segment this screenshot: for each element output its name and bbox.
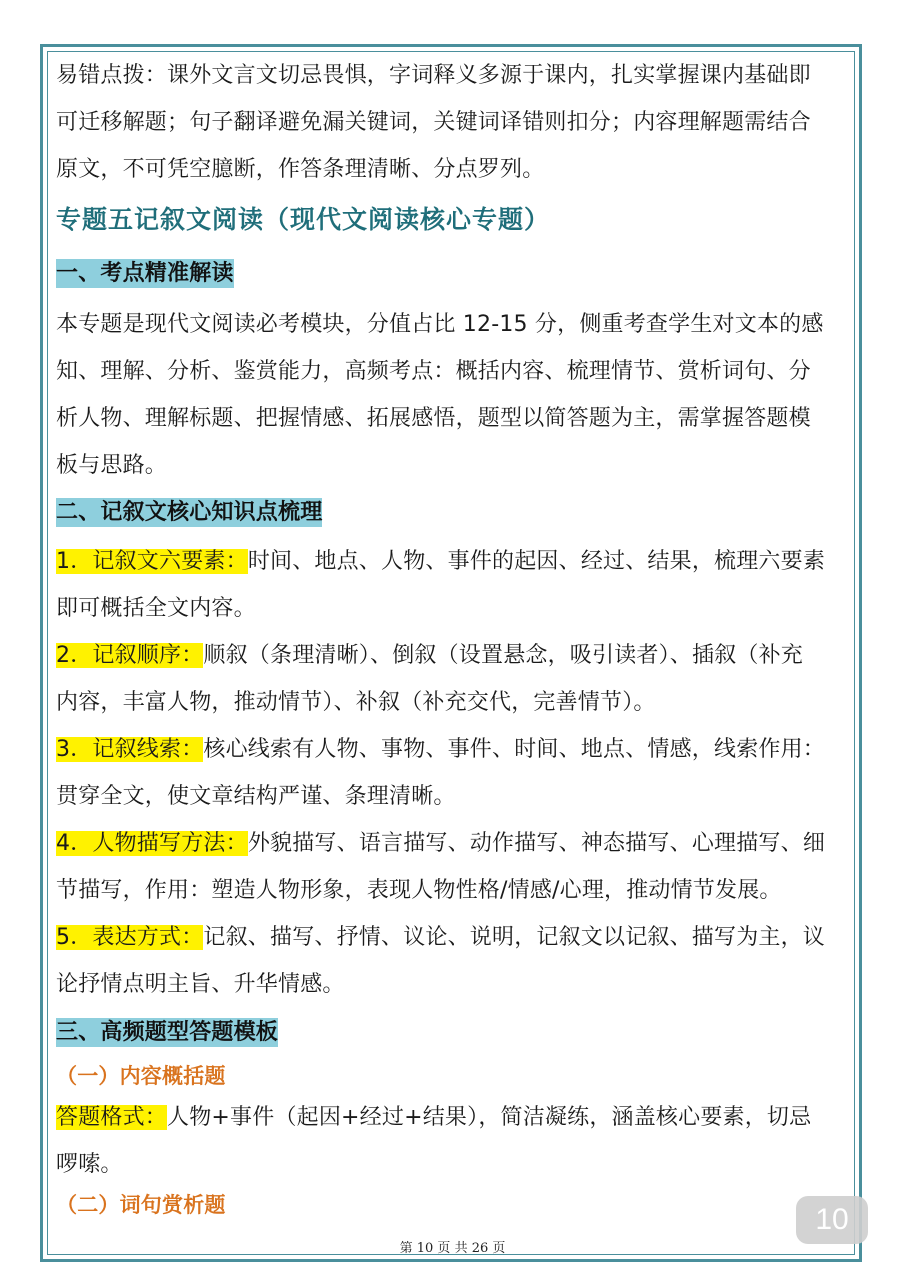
knowledge-item-2-cont: 内容，丰富人物，推动情节）、补叙（补充交代，完善情节）。	[56, 690, 656, 715]
tip-line-1: 易错点拨：课外文言文切忌畏惧，字词释义多源于课内，扎实掌握课内基础即	[56, 63, 811, 88]
para-line-4: 板与思路。	[56, 453, 168, 478]
knowledge-label-2: 2．记叙顺序：	[56, 643, 204, 668]
topic-title: 专题五记叙文阅读（现代文阅读核心专题）	[56, 205, 551, 234]
knowledge-item-2: 2．记叙顺序：顺叙（条理清晰）、倒叙（设置悬念，吸引读者）、插叙（补充	[56, 643, 804, 668]
knowledge-label-1: 1．记叙文六要素：	[56, 549, 248, 574]
page-footer: 第 10 页 共 26 页	[399, 1241, 506, 1256]
knowledge-item-4-cont: 节描写，作用：塑造人物形象，表现人物性格/情感/心理，推动情节发展。	[56, 878, 782, 903]
para-line-2: 知、理解、分析、鉴赏能力，高频考点：概括内容、梳理情节、赏析词句、分	[56, 359, 811, 384]
answer-format: 答题格式：人物+事件（起因+经过+结果），简洁凝练，涵盖核心要素，切忌	[56, 1105, 812, 1130]
para-line-3: 析人物、理解标题、把握情感、拓展感悟，题型以简答题为主，需掌握答题模	[56, 406, 811, 431]
knowledge-item-5: 5．表达方式：记叙、描写、抒情、议论、说明，记叙文以记叙、描写为主，议	[56, 925, 826, 950]
knowledge-item-3-cont: 贯穿全文，使文章结构严谨、条理清晰。	[56, 784, 456, 809]
subheading-2: （二）词句赏析题	[56, 1193, 226, 1217]
knowledge-item-1: 1．记叙文六要素：时间、地点、人物、事件的起因、经过、结果，梳理六要素	[56, 549, 826, 574]
knowledge-item-4: 4．人物描写方法：外貌描写、语言描写、动作描写、神态描写、心理描写、细	[56, 831, 826, 856]
knowledge-label-5: 5．表达方式：	[56, 925, 204, 950]
answer-format-cont: 啰嗦。	[56, 1152, 123, 1177]
knowledge-item-3: 3．记叙线索：核心线索有人物、事物、事件、时间、地点、情感，线索作用：	[56, 737, 826, 762]
knowledge-item-1-cont: 即可概括全文内容。	[56, 596, 256, 621]
knowledge-label-3: 3．记叙线索：	[56, 737, 204, 762]
knowledge-item-5-cont: 论抒情点明主旨、升华情感。	[56, 972, 345, 997]
tip-line-3: 原文，不可凭空臆断，作答条理清晰、分点罗列。	[56, 157, 545, 182]
subheading-1: （一）内容概括题	[56, 1064, 226, 1088]
knowledge-label-4: 4．人物描写方法：	[56, 831, 248, 856]
para-line-1: 本专题是现代文阅读必考模块，分值占比 12-15 分，侧重考查学生对文本的感	[56, 312, 824, 337]
page-number-badge: 10	[796, 1196, 868, 1244]
section-heading-2: 二、记叙文核心知识点梳理	[56, 500, 323, 525]
answer-format-label: 答题格式：	[56, 1105, 168, 1130]
section-heading-3: 三、高频题型答题模板	[56, 1020, 279, 1045]
tip-line-2: 可迁移解题；句子翻译避免漏关键词，关键词译错则扣分；内容理解题需结合	[56, 110, 811, 135]
section-heading-1: 一、考点精准解读	[56, 261, 234, 286]
